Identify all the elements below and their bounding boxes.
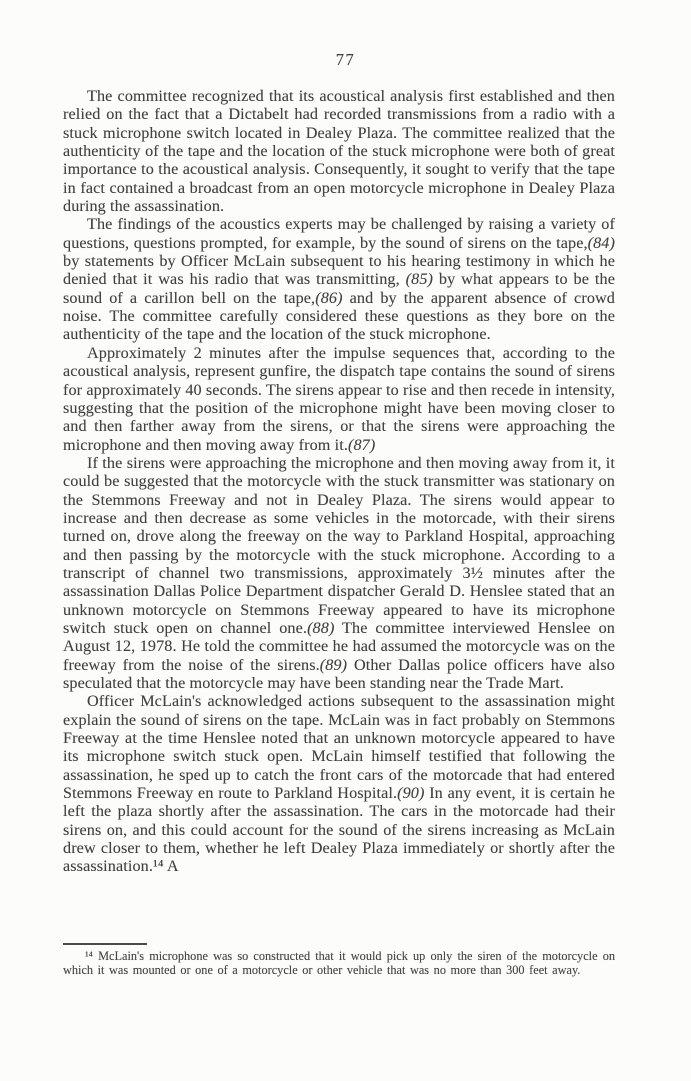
paragraph-5: Officer McLain's acknowledged actions subsequent to the assassination might explain the sound of sirens on the tape. McLain was in fact probably on Stemmons Freeway at the time Henslee noted that an unknown motorcycle appeared to have its microphone switch stuck open. McLain himself testified that following the assassination, he sped up to catch the front cars of the motorcade that had entered Stemmons Freeway en route to Parkland Hospital.(90) In any event, it is certain he left the plaza shortly after the assassination. The cars in the motorcade had their sirens on, and this could account for the sound of the sirens increasing as McLain drew closer to them, whether he left Dealey Plaza immediately or shortly after the assassination.¹⁴ A: [63, 692, 615, 876]
paragraph-4: If the sirens were approaching the microphone and then moving away from it, it could be suggested that the motorcycle with the stuck transmitter was stationary on the Stemmons Freeway and not in Dealey Plaza. The sirens would appear to increase and then decrease as some vehicles in the motorcade, with their sirens turned on, drove along the freeway on the way to Parkland Hospital, approaching and then passing by the motorcycle with the stuck microphone. According to a transcript of channel two transmissions, approximately 3½ minutes after the assassination Dallas Police Department dispatcher Gerald D. Henslee stated that an unknown motorcycle on Stemmons Freeway appeared to have its microphone switch stuck open on channel one.(88) The committee interviewed Henslee on August 12, 1978. He told the committee he had assumed the motorcycle was on the freeway from the noise of the sirens.(89) Other Dallas police officers have also speculated that the motorcycle may have been standing near the Trade Mart.: [63, 453, 615, 692]
page-number: 77: [335, 50, 356, 69]
body-text: [63, 87, 615, 876]
footnote: ¹⁴ McLain's microphone was so constructed that it would pick up only the siren of the motorcycle on which it was mounted or one of a motorcycle or other vehicle that was no more than 300 feet away.: [63, 949, 615, 977]
paragraph-1: The committee recognized that its acoustical analysis first established and then relied on the fact that a Dictabelt had recorded transmissions from a radio with a stuck microphone switch located in Dealey Plaza. The committee realized that the authenticity of the tape and the location of the stuck microphone were both of great importance to the acoustical analysis. Consequently, it sought to verify that the tape in fact contained a broadcast from an open motorcycle microphone in Dealey Plaza during the assassination.: [63, 87, 615, 216]
paragraph-3: Approximately 2 minutes after the impulse sequences that, according to the acoustical analysis, represent gunfire, the dispatch tape contains the sound of sirens for approximately 40 seconds. The sirens appear to rise and then recede in intensity, suggesting that the position of the microphone might have been moving closer to and then farther away from the sirens, or that the sirens were approaching the microphone and then moving away from it.(87): [63, 343, 615, 454]
footnote-divider: [63, 943, 147, 945]
paragraph-2: The findings of the acoustics experts may be challenged by raising a variety of questions, questions prompted, for example, by the sound of sirens on the tape,(84) by statements by Officer McLain subsequent to his hearing testimony in which he denied that it was his radio that was transmitting, (85) by what appears to be the sound of a carillon bell on the tape,(86) and by the apparent absence of crowd noise. The committee carefully considered these questions as they bore on the authenticity of the tape and the location of the stuck microphone.: [63, 215, 615, 344]
